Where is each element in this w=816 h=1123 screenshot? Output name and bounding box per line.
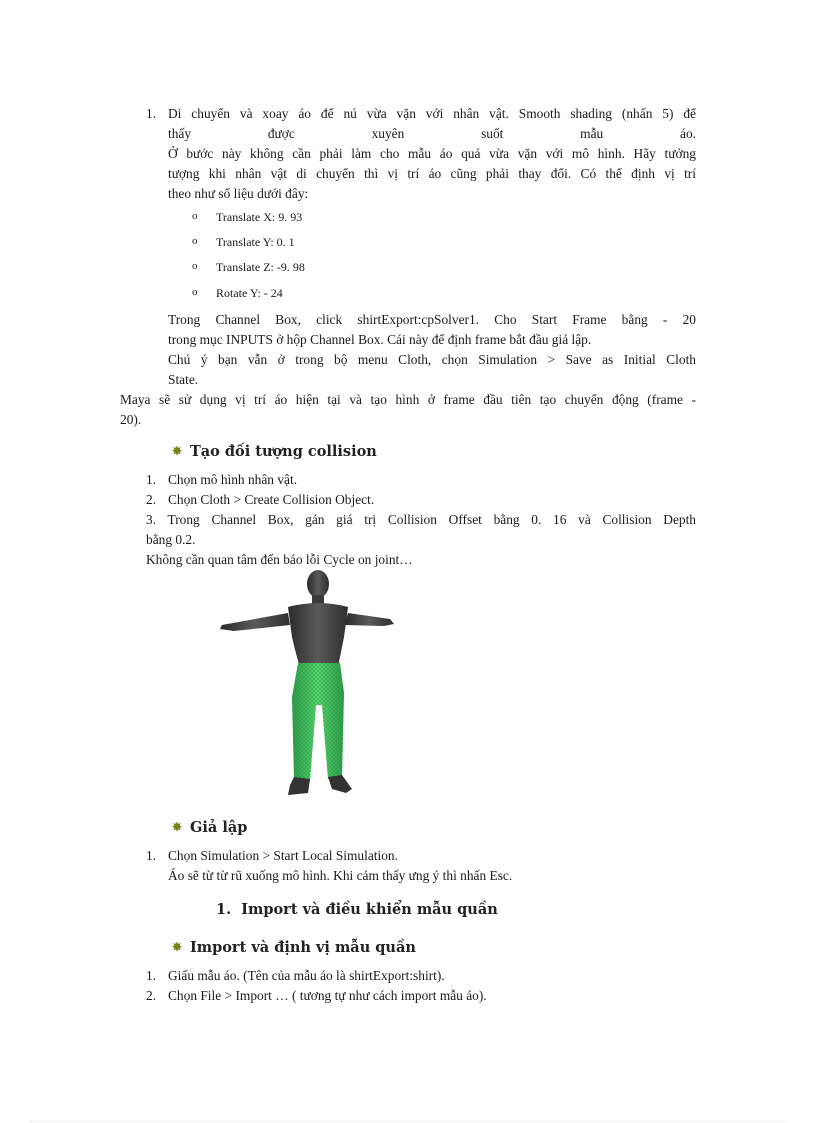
character-figure [218, 567, 394, 803]
list-number: 1. [146, 848, 157, 863]
section-heading [172, 939, 416, 956]
paragraph-line: Ở bước này không cần phải làm cho mẫu áo quá vừa vặn với mô hình. Hãy tưởng [168, 146, 696, 161]
list-number: 2. [146, 492, 157, 507]
paragraph-line: 20). [120, 412, 142, 427]
transform-value: Rotate Y: - 24 [216, 286, 283, 300]
paragraph-line: Di chuyển và xoay áo để nú vừa vặn với nhân vật. Smooth shading (nhấn 5) để [168, 106, 696, 121]
heading-text: Tạo đối tượng collision [190, 443, 377, 460]
heading-text: Import và điều khiển mẫu quần [241, 901, 498, 918]
paragraph-line: theo như số liệu dưới đây: [168, 186, 309, 201]
list-item: Chọn Cloth > Create Collision Object. [168, 492, 375, 507]
section-heading [172, 819, 247, 836]
list-number: 2. [146, 988, 157, 1003]
heading-text: Giả lập [190, 819, 248, 836]
paragraph-line: Chú ý bạn vẫn ở trong bộ menu Cloth, chọn Simulation > Save as Initial Cloth [168, 352, 696, 367]
list-item: Giấu mẫu áo. (Tên của mẫu áo là shirtExport:shirt). [168, 968, 445, 983]
page-bottom-border [30, 1121, 786, 1122]
left-arm-shape [220, 613, 290, 631]
paragraph-line: State. [168, 372, 199, 387]
section-heading [216, 901, 498, 918]
list-number: 1. [146, 106, 157, 121]
list-item: Chọn Simulation > Start Local Simulation. [168, 848, 398, 863]
transform-value: Translate X: 9. 93 [216, 210, 303, 224]
bullet-marker: o [192, 260, 198, 272]
bullet-marker: o [192, 286, 198, 298]
list-item: Chọn mô hình nhân vật. [168, 472, 298, 487]
bullet-marker: o [192, 235, 198, 247]
section-heading [172, 443, 377, 460]
paragraph-line: tượng khi nhân vật di chuyển thì vị trí áo cũng phải thay đổi. Có thể định vị trí [168, 166, 696, 181]
list-number: 1. [146, 472, 157, 487]
transform-value: Translate Z: -9. 98 [216, 260, 305, 274]
paragraph-line: thấy được xuyên suốt mẫu áo. [168, 126, 696, 141]
left-foot-shape [288, 777, 310, 795]
list-number: 1. [146, 968, 157, 983]
star-bullet-icon: ✸ [172, 444, 183, 458]
right-arm-shape [344, 613, 394, 626]
list-item: Chọn File > Import … ( tương tự như cách import mẫu áo). [168, 988, 487, 1003]
bullet-marker: o [192, 210, 198, 222]
paragraph-line: Trong Channel Box, click shirtExport:cpSolver1. Cho Start Frame bằng - 20 [168, 312, 696, 327]
heading-number: 1. [216, 901, 232, 918]
right-foot-shape [328, 775, 352, 793]
list-item: bằng 0.2. [146, 532, 196, 547]
star-bullet-icon: ✸ [172, 820, 183, 834]
heading-text: Import và định vị mẫu quần [190, 939, 416, 956]
paragraph-line: trong mục INPUTS ở hộp Channel Box. Cái này để định frame bắt đầu giả lập. [168, 332, 592, 347]
note-text: Không cần quan tâm đến báo lỗi Cycle on joint… [146, 552, 413, 567]
star-bullet-icon: ✸ [172, 940, 183, 954]
paragraph-line: Maya sẽ sử dụng vị trí áo hiện tại và tạo hình ở frame đầu tiên tạo chuyển động (frame - [120, 392, 696, 407]
list-item: 3. Trong Channel Box, gán giá trị Collision Offset bằng 0. 16 và Collision Depth [146, 512, 696, 527]
torso-shape [288, 603, 348, 667]
transform-value: Translate Y: 0. 1 [216, 235, 295, 249]
note-text: Áo sẽ từ từ rũ xuống mô hình. Khi cảm thấy ưng ý thì nhấn Esc. [168, 868, 513, 883]
head-shape [307, 570, 329, 598]
